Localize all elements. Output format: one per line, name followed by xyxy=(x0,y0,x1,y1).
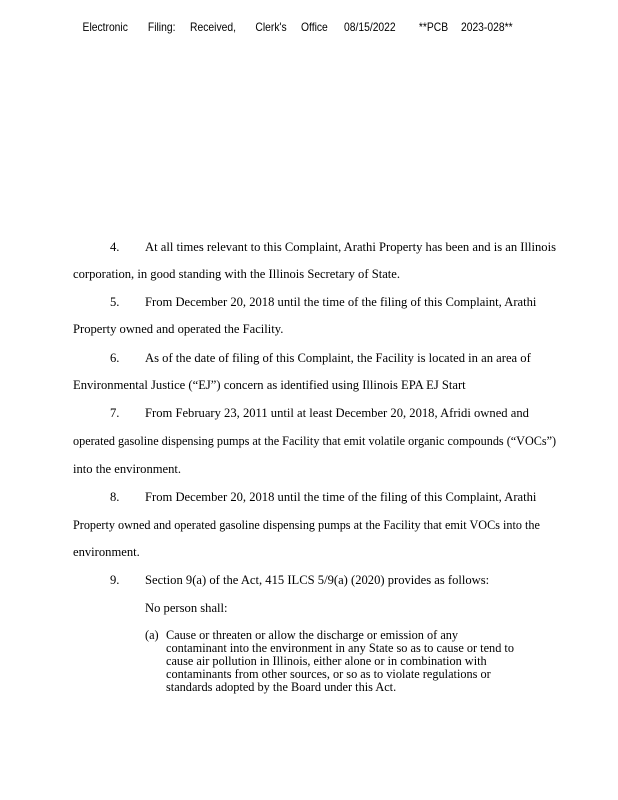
paragraph-line: As of the date of filing of this Complaint, the Facility is located in an area of xyxy=(145,351,531,365)
statute-line: standards adopted by the Board under this Act. xyxy=(166,680,397,694)
paragraph-line: into the environment. xyxy=(73,462,182,476)
paragraph-line: At all times relevant to this Complaint, Arathi Property has been and is an Illinois xyxy=(145,240,556,254)
paragraph-line: environment. xyxy=(73,545,140,559)
paragraph-line: Property owned and operated the Facility. xyxy=(73,322,284,336)
header-office: Office xyxy=(301,20,328,34)
header-docket: 2023-028** xyxy=(460,20,513,34)
paragraph-line: From December 20, 2018 until the time of the filing of this Complaint, Arathi xyxy=(145,295,537,309)
paragraph-number: 8. xyxy=(110,490,120,504)
paragraph-number: 5. xyxy=(110,295,120,309)
statute-label: (a) xyxy=(145,628,159,642)
header-clerks: Clerk's xyxy=(255,20,287,34)
paragraph-line: Environmental Justice (“EJ”) concern as identified using Illinois EPA EJ Start xyxy=(73,378,466,392)
header-date: 08/15/2022 xyxy=(344,20,396,34)
statute-line: Cause or threaten or allow the discharge or emission of any xyxy=(166,628,459,642)
header-pcb: **PCB xyxy=(418,20,449,34)
paragraph-line: From December 20, 2018 until the time of the filing of this Complaint, Arathi xyxy=(145,490,537,504)
statute-line: contaminant into the environment in any State so as to cause or tend to xyxy=(166,641,514,655)
paragraph-line: corporation, in good standing with the Illinois Secretary of State. xyxy=(73,267,401,281)
statute-line: contaminants from other sources, or so as to violate regulations or xyxy=(166,667,491,681)
header-received: Received, xyxy=(190,20,236,34)
paragraph-line: operated gasoline dispensing pumps at the Facility that emit volatile organic compounds (“VOCs”) xyxy=(73,434,557,448)
filing-header xyxy=(0,20,531,36)
header-electronic: Electronic xyxy=(82,20,128,34)
paragraph-number: 4. xyxy=(110,240,120,254)
header-filing: Filing: xyxy=(147,20,176,34)
statute-line: cause air pollution in Illinois, either alone or in combination with xyxy=(166,654,487,668)
paragraph-number: 7. xyxy=(110,406,120,420)
paragraph-line: Section 9(a) of the Act, 415 ILCS 5/9(a) (2020) provides as follows: xyxy=(145,573,490,587)
paragraph-line: Property owned and operated gasoline dispensing pumps at the Facility that emit VOCs into the xyxy=(73,518,540,532)
paragraph-number: 9. xyxy=(110,573,120,587)
paragraph-line: From February 23, 2011 until at least December 20, 2018, Afridi owned and xyxy=(145,406,529,420)
statute-intro: No person shall: xyxy=(145,601,228,615)
paragraph-number: 6. xyxy=(110,351,120,365)
